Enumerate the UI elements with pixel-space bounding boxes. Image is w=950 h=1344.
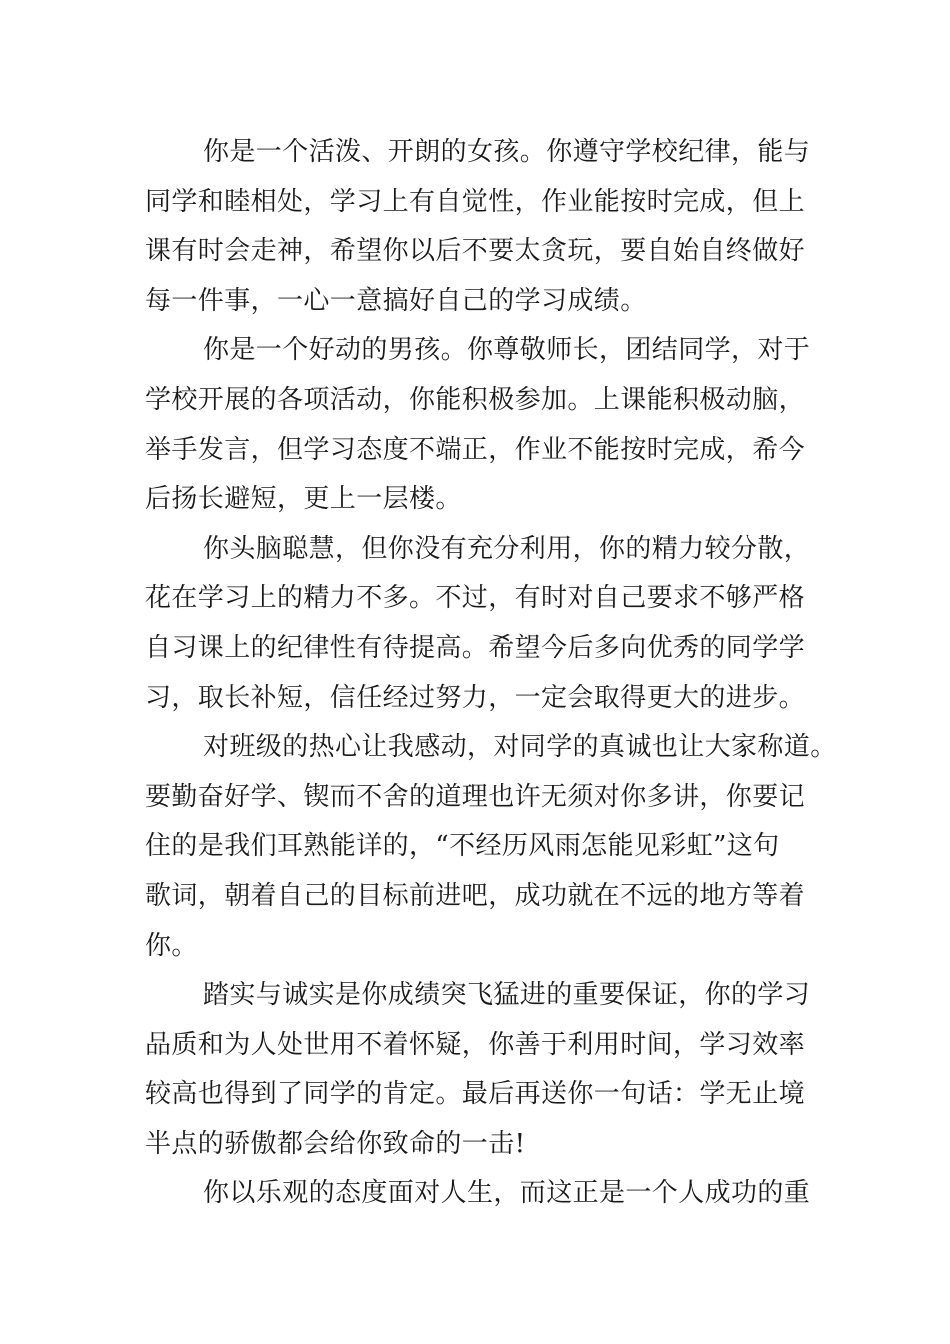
paragraph-2 [145, 326, 825, 524]
text-line: 后扬长避短，更上一层楼。 [145, 484, 462, 515]
text-line: 同学和睦相处，学习上有自觉性，作业能按时完成，但上 [145, 186, 806, 217]
text-line: 半点的骄傲都会给你致命的一击! [145, 1128, 526, 1159]
text-line: 踏实与诚实是你成绩突飞猛进的重要保证，你的学习 [203, 980, 811, 1011]
text-line: 歌词，朝着自己的目标前进吧，成功就在不远的地方等着 [145, 880, 806, 911]
text-line: 你是一个活泼、开朗的女孩。你遵守学校纪律，能与 [203, 137, 811, 167]
text-line: 品质和为人处世用不着怀疑，你善于利用时间，学习效率 [145, 1029, 806, 1060]
text-line: 举手发言，但学习态度不端正，作业不能按时完成，希今 [145, 434, 806, 465]
text-line: 对班级的热心让我感动，对同学的真诚也让大家称道。 [203, 732, 837, 763]
text-line: 自习课上的纪律性有待提高。希望今后多向优秀的同学学 [145, 632, 806, 663]
text-line: 每一件事，一心一意搞好自己的学习成绩。 [145, 285, 647, 316]
paragraph-4 [145, 723, 837, 971]
text-line: 课有时会走神，希望你以后不要太贪玩，要自始自终做好 [145, 236, 806, 267]
text-line: 要勤奋好学、锲而不舍的道理也许无须对你多讲，你要记 [145, 781, 806, 812]
text-line: 你头脑聪慧，但你没有充分利用，你的精力较分散， [203, 533, 811, 564]
text-line: 住的是我们耳熟能详的，“不经历风雨怎能见彩虹”这句 [145, 831, 780, 862]
document-body [145, 128, 837, 1219]
text-line: 你是一个好动的男孩。你尊敬师长，团结同学，对于 [203, 335, 811, 366]
text-line: 习，取长补短，信任经过努力，一定会取得更大的进步。 [145, 682, 806, 713]
text-line: 学校开展的各项活动，你能积极参加。上课能积极动脑， [145, 384, 806, 415]
text-line: 较高也得到了同学的肯定。最后再送你一句话：学无止境 [145, 1079, 806, 1110]
paragraph-6 [145, 1169, 825, 1219]
paragraph-5 [145, 971, 825, 1169]
text-line: 你。 [145, 930, 198, 961]
paragraph-3 [145, 525, 825, 723]
text-line: 花在学习上的精力不多。不过，有时对自己要求不够严格 [145, 583, 806, 614]
paragraph-1 [145, 128, 825, 326]
text-line: 你以乐观的态度面对人生，而这正是一个人成功的重 [203, 1178, 811, 1209]
